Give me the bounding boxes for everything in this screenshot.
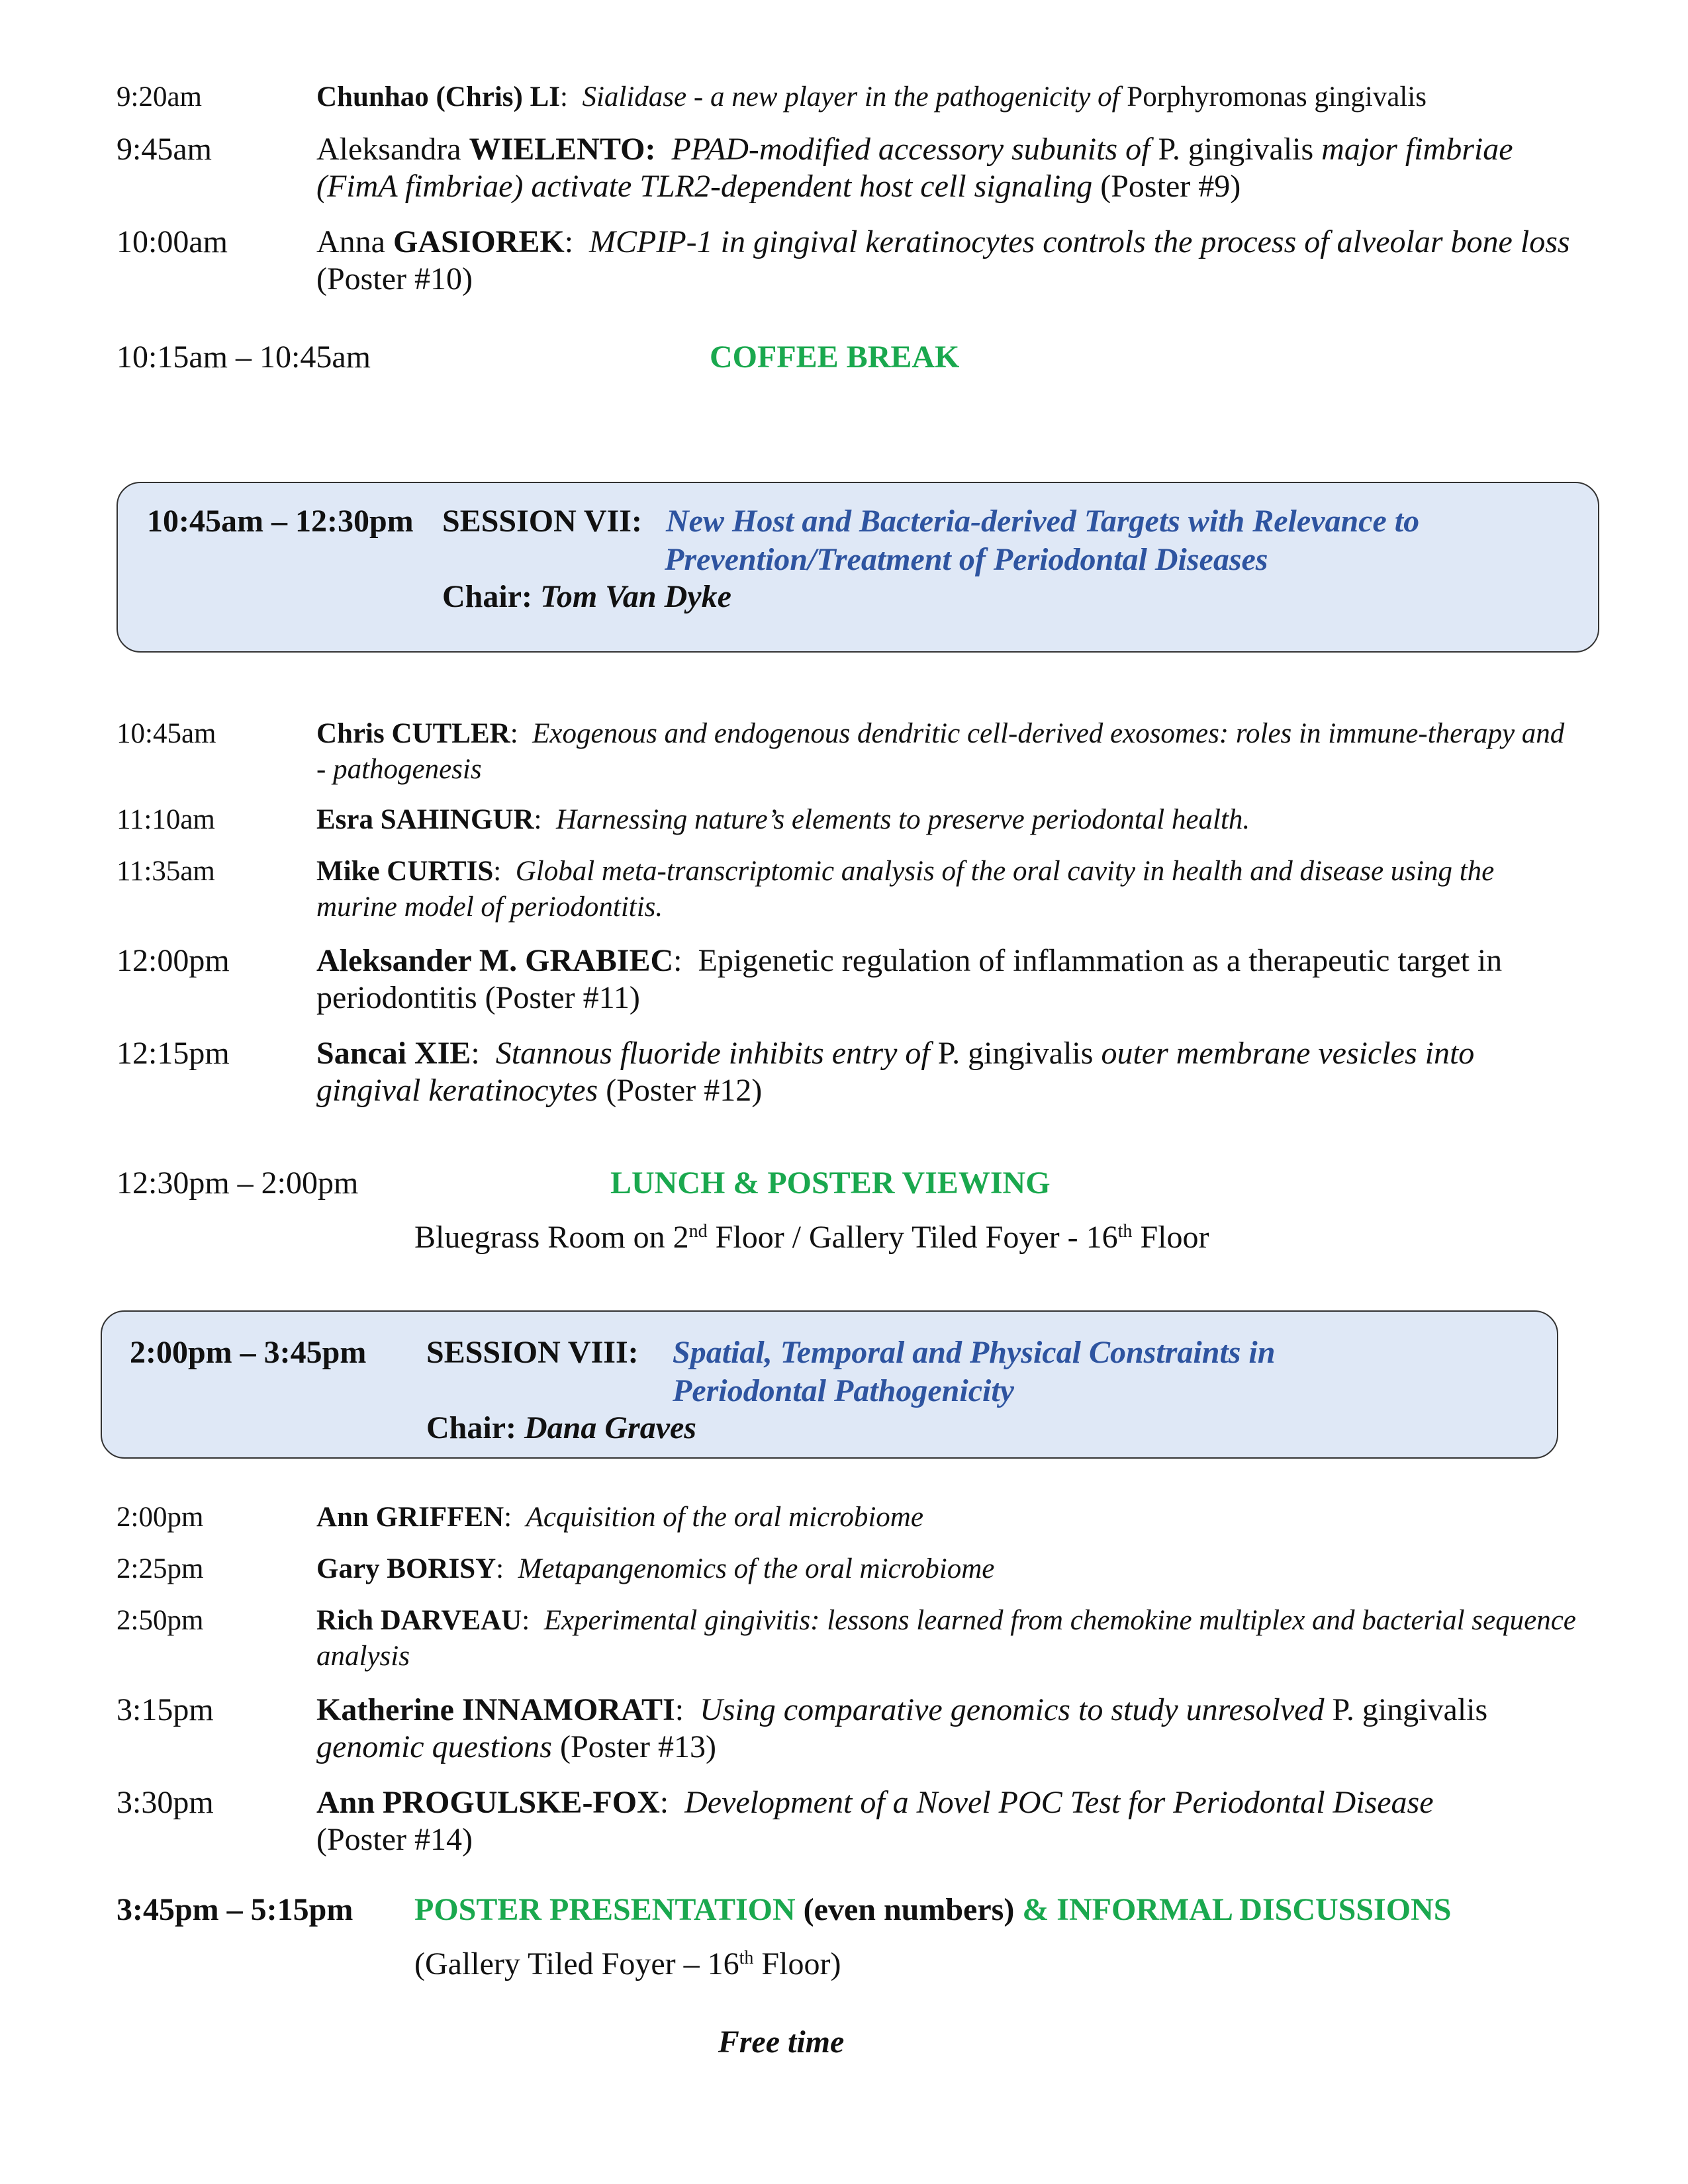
organism-name: P. gingivalis bbox=[937, 1036, 1094, 1071]
session-title-line1: Spatial, Temporal and Physical Constraints in bbox=[673, 1335, 1276, 1370]
talk-time: 12:15pm bbox=[117, 1036, 230, 1071]
schedule-row bbox=[117, 1035, 1579, 1109]
talk-title: Experimental gingivitis: lessons learned from chemokine multiplex and bacterial sequence analysis bbox=[316, 1605, 1576, 1672]
schedule-row bbox=[117, 224, 1579, 298]
session-time: 2:00pm – 3:45pm bbox=[130, 1335, 367, 1370]
talk-time: 9:45am bbox=[117, 132, 212, 167]
speaker-first: Chunhao (Chris) bbox=[316, 81, 530, 113]
speaker-first: Anna bbox=[316, 224, 393, 259]
session-title-line1: New Host and Bacteria-derived Targets with Relevance to bbox=[666, 504, 1420, 539]
schedule-row bbox=[117, 79, 1579, 115]
poster-session-time: 3:45pm – 5:15pm bbox=[117, 1892, 353, 1927]
talk-time: 9:20am bbox=[117, 81, 202, 113]
schedule-row bbox=[117, 716, 1579, 788]
poster-number: (Poster #9) bbox=[1092, 169, 1241, 204]
schedule-row bbox=[117, 1551, 1579, 1587]
speaker-name: Mike CURTIS bbox=[316, 856, 494, 887]
speaker-first: Aleksandra bbox=[316, 132, 469, 167]
venue-text: (Gallery Tiled Foyer – 16 bbox=[414, 1946, 739, 1981]
speaker-name: Sancai XIE bbox=[316, 1036, 471, 1071]
speaker-name: Katherine INNAMORATI bbox=[316, 1692, 675, 1727]
ordinal-suffix: th bbox=[739, 1948, 754, 1968]
chair-label: Chair: bbox=[442, 579, 540, 614]
talk-details: Anna GASIOREK: MCPIP-1 in gingival keratinocytes controls the process of alveolar bone loss (Poster #10) bbox=[316, 224, 1570, 296]
speaker-last: LI bbox=[530, 81, 561, 113]
speaker-last: GASIOREK bbox=[393, 224, 565, 259]
session-chair bbox=[426, 1410, 696, 1447]
session-label: SESSION VII: bbox=[442, 504, 642, 539]
talk-time: 3:15pm bbox=[117, 1692, 214, 1727]
talk-details: Chris CUTLER: Exogenous and endogenous dendritic cell-derived exosomes: roles in immune-therapy and - pathogenesis bbox=[316, 718, 1565, 785]
talk-details: Aleksander M. GRABIEC: Epigenetic regulation of inflammation as a therapeutic target in periodontitis (Poster #11) bbox=[316, 943, 1503, 1015]
talk-title: Harnessing nature’s elements to preserve periodontal health. bbox=[555, 804, 1250, 835]
speaker-last: WIELENTO: bbox=[469, 132, 656, 167]
talk-time: 2:50pm bbox=[117, 1605, 204, 1636]
free-time: Free time bbox=[718, 2025, 845, 2060]
schedule-row bbox=[117, 131, 1579, 205]
schedule-row bbox=[117, 1603, 1579, 1674]
venue-text: Floor bbox=[1132, 1220, 1209, 1255]
session-chair bbox=[442, 578, 731, 615]
ordinal-suffix: th bbox=[1117, 1221, 1133, 1242]
speaker-name: Esra SAHINGUR bbox=[316, 804, 534, 835]
chair-label: Chair: bbox=[426, 1410, 524, 1445]
talk-time: 2:00pm bbox=[117, 1502, 204, 1533]
session-title-line2: Periodontal Pathogenicity bbox=[673, 1373, 1014, 1408]
talk-time: 10:45am bbox=[117, 718, 216, 749]
talk-time: 11:10am bbox=[117, 804, 215, 835]
poster-session-title bbox=[414, 1891, 1451, 1929]
poster-venue bbox=[414, 1946, 841, 1983]
lunch-time: 12:30pm – 2:00pm bbox=[117, 1165, 359, 1201]
talk-details bbox=[316, 131, 1579, 205]
schedule-row bbox=[117, 854, 1579, 925]
session-viii-box bbox=[101, 1310, 1558, 1459]
talk-title: Stannous fluoride inhibits entry of bbox=[495, 1036, 938, 1071]
talk-time: 10:00am bbox=[117, 224, 228, 259]
poster-number: (Poster #14) bbox=[316, 1822, 473, 1857]
venue-text: Floor) bbox=[753, 1946, 841, 1981]
poster-number: (Poster #10) bbox=[316, 261, 473, 296]
talk-title-cont: major fimbriae (FimA fimbriae) activate TLR2-dependent host cell signaling bbox=[316, 132, 1513, 204]
talk-title: Development of a Novel POC Test for Periodontal Disease bbox=[684, 1785, 1434, 1820]
lunch-venue bbox=[414, 1219, 1209, 1256]
organism-name: P. gingivalis bbox=[1332, 1692, 1488, 1727]
talk-title: Global meta-transcriptomic analysis of the oral cavity in health and disease using the murine model of periodontitis. bbox=[316, 856, 1495, 923]
talk-title-cont: genomic questions bbox=[316, 1729, 552, 1764]
talk-title: Acquisition of the oral microbiome bbox=[526, 1502, 923, 1533]
talk-time: 11:35am bbox=[117, 856, 215, 887]
poster-number: (Poster #12) bbox=[598, 1073, 763, 1108]
talk-details: Ann PROGULSKE-FOX: Development of a Novel POC Test for Periodontal Disease (Poster #14) bbox=[316, 1785, 1434, 1857]
speaker-name: Aleksander M. GRABIEC bbox=[316, 943, 674, 978]
talk-time: 2:25pm bbox=[117, 1553, 204, 1584]
schedule-row bbox=[117, 802, 1579, 838]
poster-number: (Poster #13) bbox=[551, 1729, 716, 1764]
lunch-label: LUNCH & POSTER VIEWING bbox=[610, 1165, 1051, 1201]
talk-title: MCPIP-1 in gingival keratinocytes controls the process of alveolar bone loss bbox=[589, 224, 1570, 259]
speaker-name: Ann GRIFFEN bbox=[316, 1502, 504, 1533]
ordinal-suffix: nd bbox=[688, 1221, 708, 1242]
talk-title-cont: outer membrane vesicles into gingival keratinocytes bbox=[316, 1036, 1475, 1108]
talk-details: Katherine INNAMORATI: Using comparative genomics to study unresolved P. gingivalis genomic questions (Poster #13) bbox=[316, 1692, 1488, 1764]
talk-title: Sialidase - a new player in the pathogenicity of bbox=[582, 81, 1127, 113]
talk-details: Chunhao (Chris) LI: Sialidase - a new player in the pathogenicity of Porphyromonas gingivalis bbox=[316, 81, 1427, 113]
speaker-name: Chris CUTLER bbox=[316, 718, 510, 749]
discussion-label: & INFORMAL DISCUSSIONS bbox=[1022, 1892, 1452, 1927]
session-time: 10:45am – 12:30pm bbox=[147, 504, 414, 539]
schedule-row bbox=[117, 1784, 1579, 1858]
speaker-name: Ann PROGULSKE-FOX bbox=[316, 1785, 660, 1820]
chair-name: Dana Graves bbox=[524, 1410, 696, 1445]
coffee-break-label: COFFEE BREAK bbox=[710, 340, 960, 375]
talk-details: Sancai XIE: Stannous fluoride inhibits entry of P. gingivalis outer membrane vesicles into gingival keratinocytes (Poster #12) bbox=[316, 1036, 1475, 1108]
talk-details: Rich DARVEAU: Experimental gingivitis: lessons learned from chemokine multiplex and bacterial sequence analysis bbox=[316, 1605, 1576, 1672]
organism-name: P. gingivalis bbox=[1158, 132, 1314, 167]
speaker-name: Rich DARVEAU bbox=[316, 1605, 522, 1636]
talk-details: Esra SAHINGUR: Harnessing nature’s elements to preserve periodontal health. bbox=[316, 804, 1250, 835]
talk-time: 3:30pm bbox=[117, 1785, 214, 1820]
schedule-row bbox=[117, 1692, 1579, 1766]
coffee-break-time: 10:15am – 10:45am bbox=[117, 340, 371, 375]
talk-time: 12:00pm bbox=[117, 943, 230, 978]
talk-title: Metapangenomics of the oral microbiome bbox=[518, 1553, 995, 1584]
talk-details: Gary BORISY: Metapangenomics of the oral microbiome bbox=[316, 1553, 995, 1584]
poster-label: POSTER PRESENTATION bbox=[414, 1892, 796, 1927]
venue-text: Floor / Gallery Tiled Foyer - 16 bbox=[707, 1220, 1118, 1255]
talk-details: Ann GRIFFEN: Acquisition of the oral microbiome bbox=[316, 1502, 923, 1533]
speaker-name: Gary BORISY bbox=[316, 1553, 496, 1584]
schedule-row bbox=[117, 942, 1579, 1017]
session-title-line2: Prevention/Treatment of Periodontal Diseases bbox=[665, 542, 1268, 577]
poster-qualifier: (even numbers) bbox=[795, 1892, 1023, 1927]
schedule-row bbox=[117, 1500, 1579, 1535]
talk-title: PPAD-modified accessory subunits of bbox=[671, 132, 1158, 167]
venue-text: Bluegrass Room on 2 bbox=[414, 1220, 689, 1255]
session-label: SESSION VIII: bbox=[426, 1335, 639, 1370]
talk-details: Mike CURTIS: Global meta-transcriptomic analysis of the oral cavity in health and disease using the murine model of periodontitis. bbox=[316, 856, 1495, 923]
talk-title: Exogenous and endogenous dendritic cell-derived exosomes: roles in immune-therapy and - pathogenesis bbox=[316, 718, 1565, 785]
chair-name: Tom Van Dyke bbox=[539, 579, 731, 614]
talk-title: Using comparative genomics to study unresolved bbox=[700, 1692, 1333, 1727]
talk-title: Epigenetic regulation of inflammation as a therapeutic target in periodontitis bbox=[316, 943, 1503, 1015]
session-vii-box bbox=[117, 482, 1599, 653]
poster-number: (Poster #11) bbox=[477, 980, 640, 1015]
organism-name: Porphyromonas gingivalis bbox=[1127, 81, 1427, 113]
